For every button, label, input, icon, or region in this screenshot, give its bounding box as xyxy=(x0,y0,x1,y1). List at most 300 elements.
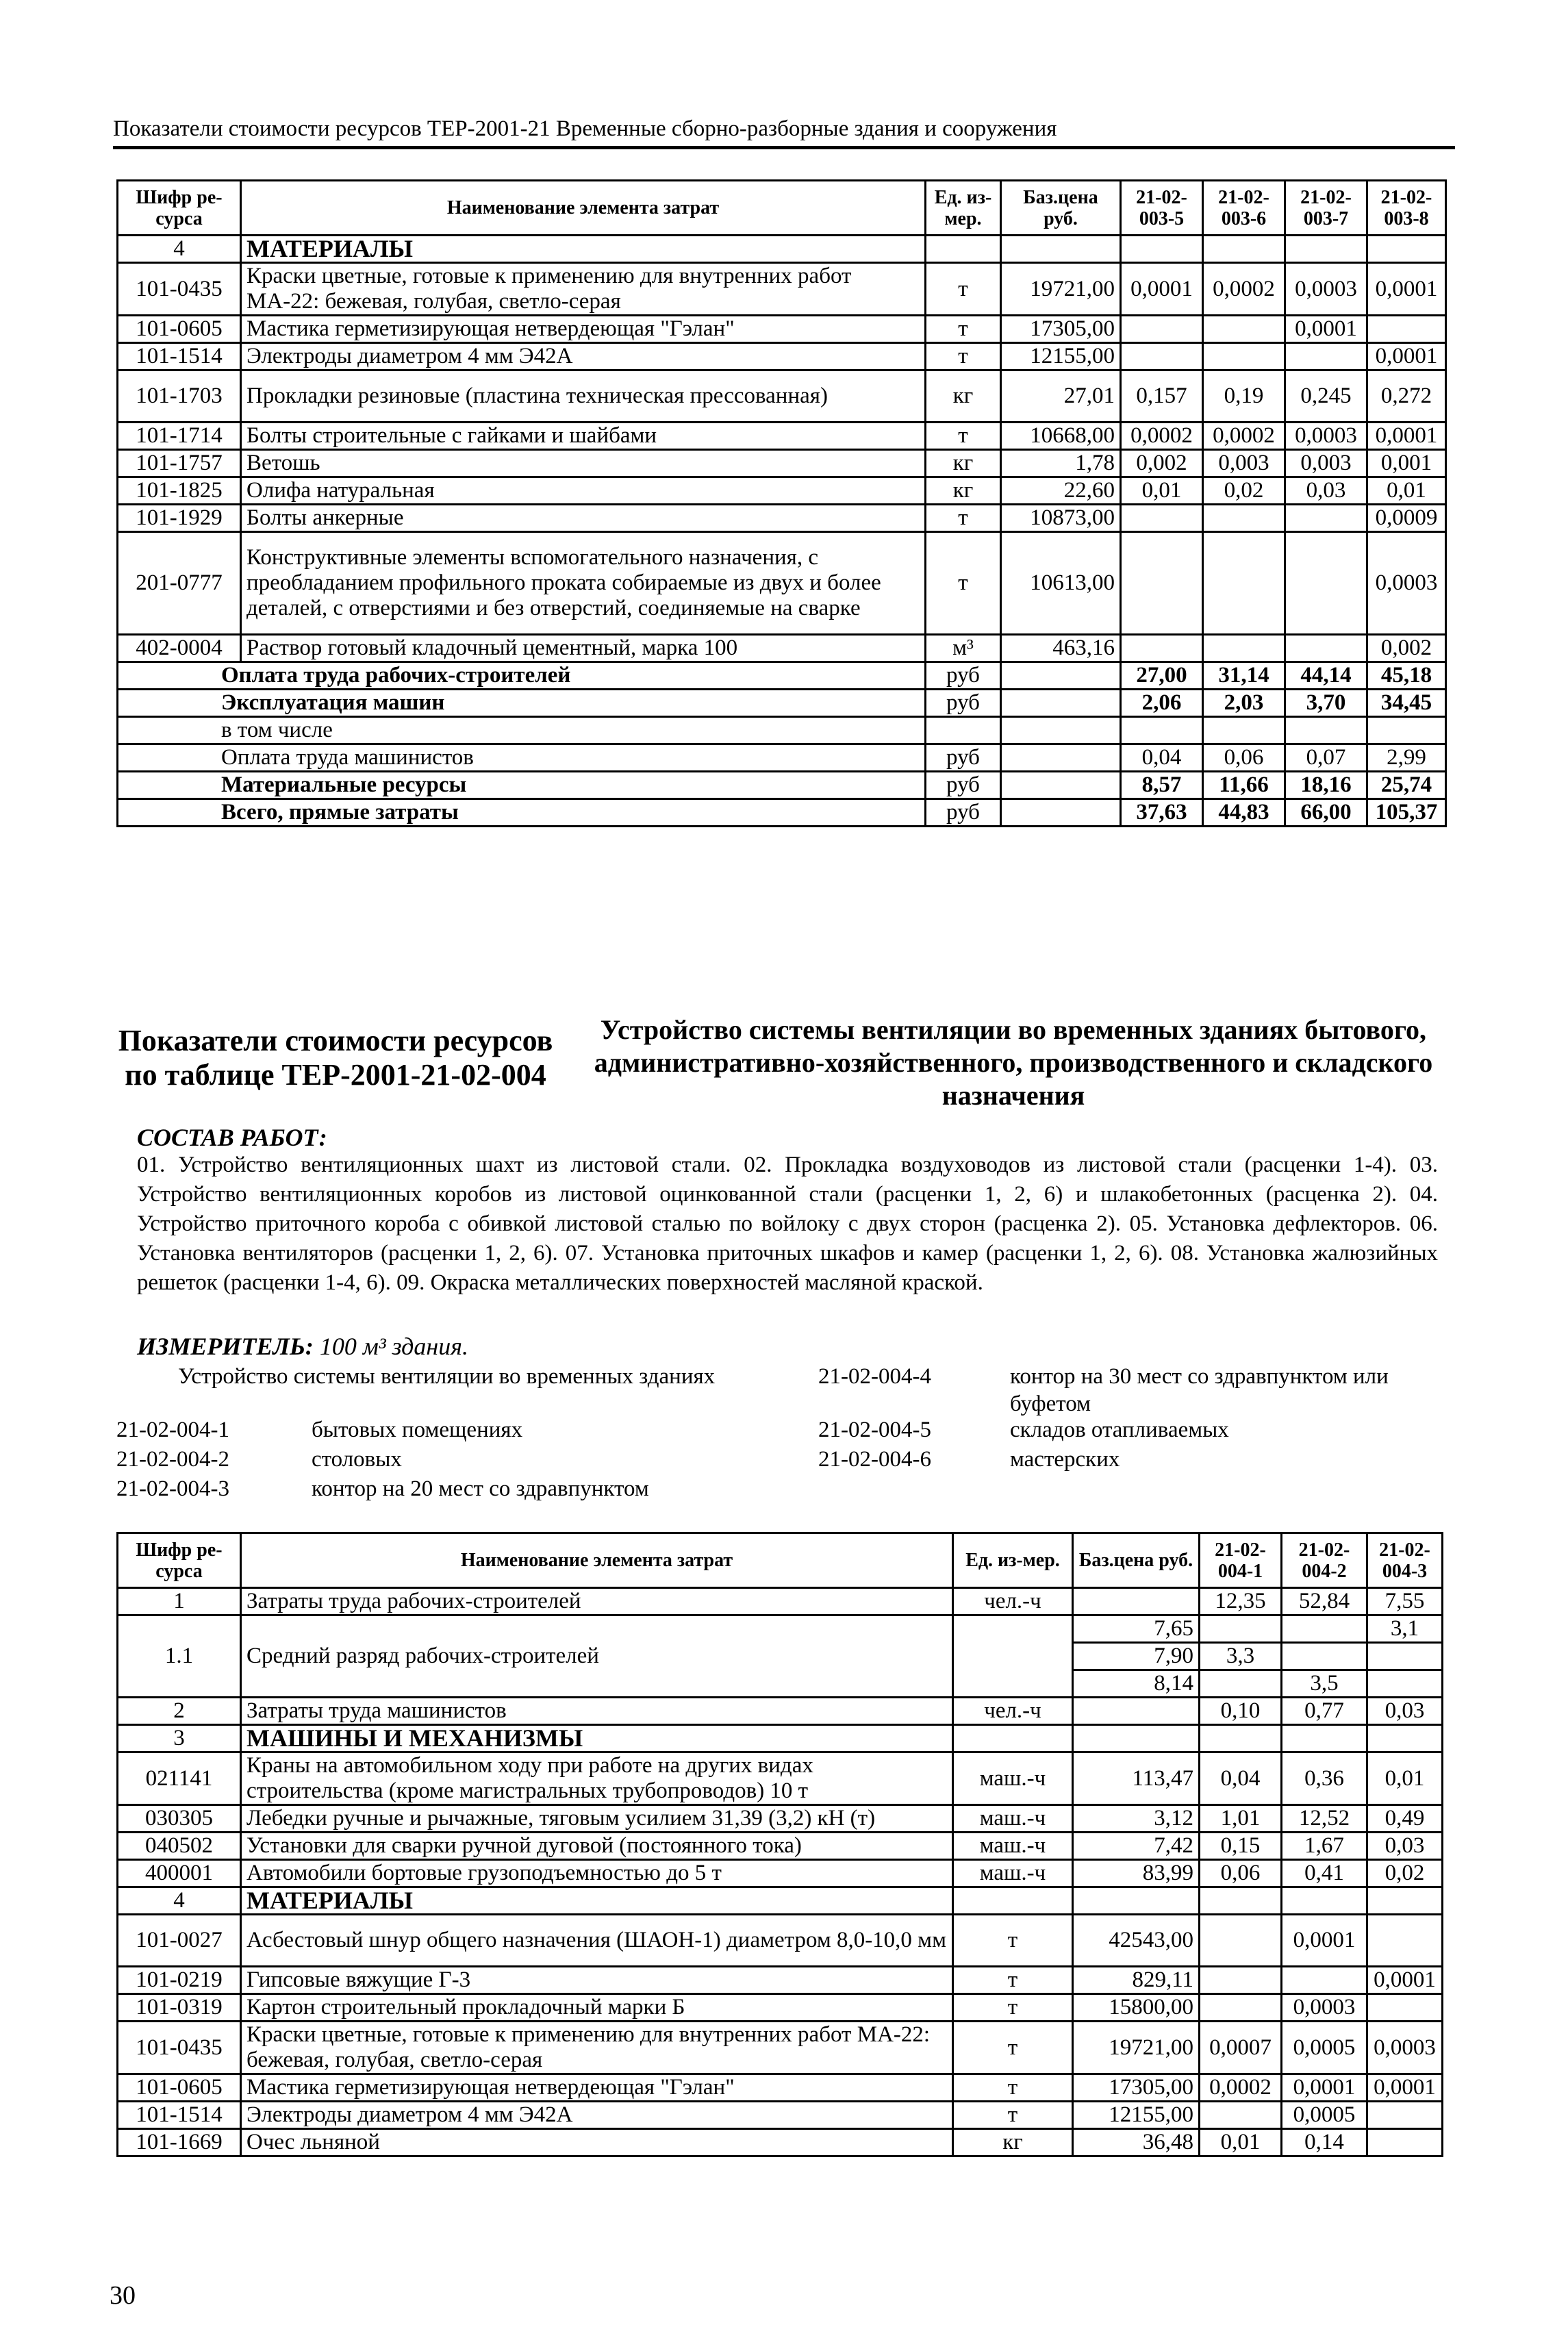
table-row xyxy=(118,423,1446,450)
cell-value: 0,77 xyxy=(1282,1698,1367,1725)
cell-value xyxy=(1367,1643,1443,1670)
cell-value: 0,49 xyxy=(1367,1805,1443,1833)
cell-value: 0,003 xyxy=(1203,450,1285,477)
cell-value xyxy=(1203,236,1285,263)
cell-value xyxy=(1203,505,1285,532)
cell-value: 12,52 xyxy=(1282,1805,1367,1833)
cell-value: 0,001 xyxy=(1367,450,1446,477)
cell-value: 27,01 xyxy=(1001,370,1121,423)
total-value: 44,14 xyxy=(1285,662,1367,690)
cell-value xyxy=(1282,1967,1367,1994)
cell-value: 0,01 xyxy=(1367,477,1446,505)
cell-value: 8,14 xyxy=(1073,1670,1200,1698)
cell-value: 7,55 xyxy=(1367,1588,1443,1615)
resource-name: Конструктивные элементы вспомогательного назначения, с преобладанием профильного проката собираемые из двух и более деталей, с отверстиями и без отверстий, соединяемые на сварке xyxy=(241,532,926,635)
cell-value: 12,35 xyxy=(1200,1588,1282,1615)
cell-value: 3,3 xyxy=(1200,1643,1282,1670)
section-title-right: Устройство системы вентиляции во временных зданиях бытового, административно-хозяйственного, производственного и складского назначения xyxy=(594,1014,1433,1111)
table-row xyxy=(118,316,1446,343)
cell-value: 17305,00 xyxy=(1073,2074,1200,2102)
table-row xyxy=(118,1994,1443,2022)
cell-value xyxy=(1285,532,1367,635)
cell-value: маш.-ч xyxy=(953,1860,1073,1887)
cell-value: 0,10 xyxy=(1200,1698,1282,1725)
table-row xyxy=(118,2102,1443,2129)
resource-name: Затраты труда рабочих-строителей xyxy=(241,1588,953,1615)
code-desc: складов отапливаемых xyxy=(1010,1418,1229,1442)
resource-name: Краски цветные, готовые к применению для внутренних работ МА-22: бежевая, голубая, светло-серая xyxy=(241,263,926,316)
total-value: 3,70 xyxy=(1285,690,1367,717)
table-row xyxy=(118,1915,1443,1967)
resource-name: Краны на автомобильном ходу при работе на других видах строительства (кроме магистральных трубопроводов) 10 т xyxy=(241,1752,953,1805)
table-row xyxy=(118,2129,1443,2156)
total-value: 45,18 xyxy=(1367,662,1446,690)
cell-value: 0,0002 xyxy=(1203,263,1285,316)
resource-code: 101-1514 xyxy=(118,2102,241,2129)
cell-value: 0,0001 xyxy=(1367,263,1446,316)
cell-value: 3,12 xyxy=(1073,1805,1200,1833)
cell-value xyxy=(953,1725,1073,1752)
resource-name: Мастика герметизирующая нетвердеющая "Гэлан" xyxy=(241,316,926,343)
sostav-text: 01. Устройство вентиляционных шахт из листовой стали. 02. Прокладка воздуховодов из листовой стали (расценки 1-4). 03. Устройство вентиляционных коробов из листовой оцинкованной стали (расценки 1, 2, 6) и шлакобетонных (расценка 2). 04. Устройство приточного короба с обивкой листовой сталью по войлоку с двух сторон (расценка 2). 05. Установка дефлекторов. 06. Установка вентиляторов (расценки 1, 2, 6). 07. Установка приточных шкафов и камер (расценки 1, 2, 6). 08. Установка жалюзийных решеток (расценки 1-4, 6). 09. Окраска металлических поверхностей масляной краской. xyxy=(137,1153,1438,1295)
cell-value xyxy=(1121,343,1203,370)
empty-cell xyxy=(1001,662,1121,690)
empty-cell xyxy=(1001,799,1121,827)
cell-value: 7,90 xyxy=(1073,1643,1200,1670)
cell-value: 0,272 xyxy=(1367,370,1446,423)
cell-value xyxy=(1203,343,1285,370)
cell-value: 0,03 xyxy=(1367,1833,1443,1860)
cell-value: т xyxy=(953,2074,1073,2102)
resource-name: Очес льняной xyxy=(241,2129,953,2156)
table-row xyxy=(118,1752,1443,1805)
cell-value xyxy=(1200,1670,1282,1698)
code-desc: столовых xyxy=(312,1447,402,1472)
code: 21-02-004-1 xyxy=(116,1418,229,1442)
cell-value: 0,0003 xyxy=(1282,1994,1367,2022)
resource-name: Автомобили бортовые грузоподъемностью до 5 т xyxy=(241,1860,953,1887)
cell-value xyxy=(1203,532,1285,635)
cell-value xyxy=(1121,316,1203,343)
table-row xyxy=(118,1698,1443,1725)
cell-value xyxy=(1121,635,1203,662)
cell-value: 19721,00 xyxy=(1001,263,1121,316)
total-value: 0,04 xyxy=(1121,744,1203,772)
total-unit: руб xyxy=(926,772,1001,799)
cell-value xyxy=(1367,1670,1443,1698)
total-value: 0,06 xyxy=(1203,744,1285,772)
cell-value xyxy=(1121,532,1203,635)
cell-value: 0,0005 xyxy=(1282,2102,1367,2129)
cell-value: 0,0002 xyxy=(1121,423,1203,450)
table-row xyxy=(118,370,1446,423)
col-header-unit: Ед. из-мер. xyxy=(926,181,1001,236)
page-header: Показатели стоимости ресурсов ТЕР-2001-21 Временные сборно-разборные здания и сооружения xyxy=(113,116,1057,141)
table-row xyxy=(118,477,1446,505)
table-row xyxy=(118,2022,1443,2074)
cell-value xyxy=(1073,1698,1200,1725)
cell-value: 1,78 xyxy=(1001,450,1121,477)
cell-value: кг xyxy=(926,370,1001,423)
cell-value: 7,42 xyxy=(1073,1833,1200,1860)
cell-value: 0,14 xyxy=(1282,2129,1367,2156)
cell-value: 1,67 xyxy=(1282,1833,1367,1860)
resource-code: 030305 xyxy=(118,1805,241,1833)
cell-value: т xyxy=(953,2102,1073,2129)
cell-value xyxy=(1121,505,1203,532)
col-header-rate: 21-02-003-5 xyxy=(1121,181,1203,236)
total-row xyxy=(118,717,1446,744)
cell-value: 0,0001 xyxy=(1121,263,1203,316)
cell-value: 0,15 xyxy=(1200,1833,1282,1860)
cell-value: 12155,00 xyxy=(1073,2102,1200,2129)
table-row xyxy=(118,450,1446,477)
resource-name: Асбестовый шнур общего назначения (ШАОН-1) диаметром 8,0-10,0 мм xyxy=(241,1915,953,1967)
cell-value: 0,19 xyxy=(1203,370,1285,423)
izmeritel-label: ИЗМЕРИТЕЛЬ: xyxy=(137,1333,314,1360)
resource-name: Электроды диаметром 4 мм Э42А xyxy=(241,343,926,370)
cell-value xyxy=(1203,635,1285,662)
cell-value: 10613,00 xyxy=(1001,532,1121,635)
table-row xyxy=(118,505,1446,532)
resource-table-003 xyxy=(116,179,1447,827)
total-value: 66,00 xyxy=(1285,799,1367,827)
cell-value: 52,84 xyxy=(1282,1588,1367,1615)
cell-value xyxy=(1367,1994,1443,2022)
cell-value: 0,03 xyxy=(1367,1698,1443,1725)
total-value: 34,45 xyxy=(1367,690,1446,717)
cell-value: т xyxy=(926,343,1001,370)
cell-value xyxy=(1200,1967,1282,1994)
total-value xyxy=(1285,717,1367,744)
cell-value: 1,01 xyxy=(1200,1805,1282,1833)
resource-name: Затраты труда машинистов xyxy=(241,1698,953,1725)
resource-code: 4 xyxy=(118,1887,241,1915)
resource-code: 2 xyxy=(118,1698,241,1725)
cell-value: 22,60 xyxy=(1001,477,1121,505)
cell-value: т xyxy=(953,1967,1073,1994)
table-row xyxy=(118,236,1446,263)
cell-value xyxy=(926,236,1001,263)
cell-value: 0,0001 xyxy=(1282,1915,1367,1967)
resource-code: 400001 xyxy=(118,1860,241,1887)
table-row xyxy=(118,1805,1443,1833)
table-row xyxy=(118,1860,1443,1887)
section-title-left: Показатели стоимости ресурсов по таблице ТЕР-2001-21-02-004 xyxy=(118,1024,553,1092)
cell-value: 0,02 xyxy=(1367,1860,1443,1887)
cell-value: маш.-ч xyxy=(953,1752,1073,1805)
total-value: 31,14 xyxy=(1203,662,1285,690)
cell-value xyxy=(1121,236,1203,263)
resource-code: 101-1514 xyxy=(118,343,241,370)
cell-value: 0,245 xyxy=(1285,370,1367,423)
resource-name: Картон строительный прокладочный марки Б xyxy=(241,1994,953,2022)
resource-name: Краски цветные, готовые к применению для внутренних работ МА-22: бежевая, голубая, светло-серая xyxy=(241,2022,953,2074)
cell-value: 0,0002 xyxy=(1200,2074,1282,2102)
col-header-price: Баз.цена руб. xyxy=(1001,181,1121,236)
cell-value: 0,0005 xyxy=(1282,2022,1367,2074)
total-value: 18,16 xyxy=(1285,772,1367,799)
total-label: Материальные ресурсы xyxy=(118,772,926,799)
total-label: Оплата труда рабочих-строителей xyxy=(118,662,926,690)
total-value: 44,83 xyxy=(1203,799,1285,827)
cell-value: 0,0002 xyxy=(1203,423,1285,450)
resource-code: 101-0605 xyxy=(118,2074,241,2102)
cell-value: 10668,00 xyxy=(1001,423,1121,450)
resource-code: 040502 xyxy=(118,1833,241,1860)
cell-value: 0,04 xyxy=(1200,1752,1282,1805)
total-label: Всего, прямые затраты xyxy=(118,799,926,827)
total-unit: руб xyxy=(926,744,1001,772)
cell-value: 3,5 xyxy=(1282,1670,1367,1698)
cell-value xyxy=(1282,1887,1367,1915)
cell-value xyxy=(1367,1887,1443,1915)
cell-value: т xyxy=(926,505,1001,532)
col-header-name: Наименование элемента затрат xyxy=(241,181,926,236)
table-row xyxy=(118,635,1446,662)
razryad-row xyxy=(118,1615,1443,1643)
cell-value: 0,002 xyxy=(1367,635,1446,662)
total-value: 0,07 xyxy=(1285,744,1367,772)
empty-cell xyxy=(1001,772,1121,799)
cell-value: 36,48 xyxy=(1073,2129,1200,2156)
cell-value: 463,16 xyxy=(1001,635,1121,662)
cell-value: 0,0001 xyxy=(1367,1967,1443,1994)
resource-name: Установки для сварки ручной дуговой (постоянного тока) xyxy=(241,1833,953,1860)
total-value xyxy=(1203,717,1285,744)
cell-value xyxy=(1367,316,1446,343)
resource-code: 101-0435 xyxy=(118,2022,241,2074)
col-header-code: Шифр ре-сурса xyxy=(118,181,241,236)
cell-value: 0,36 xyxy=(1282,1752,1367,1805)
cell-value: маш.-ч xyxy=(953,1833,1073,1860)
cell-value: м³ xyxy=(926,635,1001,662)
cell-value xyxy=(1073,1588,1200,1615)
cell-value xyxy=(1282,1725,1367,1752)
code: 21-02-004-6 xyxy=(818,1447,931,1472)
resource-code: 101-1703 xyxy=(118,370,241,423)
resource-code: 101-0435 xyxy=(118,263,241,316)
empty-cell xyxy=(1001,744,1121,772)
resource-name: Мастика герметизирующая нетвердеющая "Гэлан" xyxy=(241,2074,953,2102)
cell-value: 0,02 xyxy=(1203,477,1285,505)
cell-value: 0,0003 xyxy=(1285,423,1367,450)
table-row xyxy=(118,1967,1443,1994)
cell-value xyxy=(1200,1725,1282,1752)
cell-value: 10873,00 xyxy=(1001,505,1121,532)
empty-cell xyxy=(953,1615,1073,1698)
cell-value: маш.-ч xyxy=(953,1805,1073,1833)
resource-code: 101-0605 xyxy=(118,316,241,343)
cell-value: т xyxy=(926,532,1001,635)
resource-name: МАТЕРИАЛЫ xyxy=(241,1887,953,1915)
cell-value xyxy=(1203,316,1285,343)
cell-value xyxy=(1367,1915,1443,1967)
total-value: 27,00 xyxy=(1121,662,1203,690)
cell-value: 829,11 xyxy=(1073,1967,1200,1994)
table-row xyxy=(118,2074,1443,2102)
cell-value: 0,0001 xyxy=(1367,343,1446,370)
total-value xyxy=(1121,717,1203,744)
total-label: Эксплуатация машин xyxy=(118,690,926,717)
izmeritel-value: 100 м³ здания. xyxy=(319,1333,468,1360)
resource-name: Олифа натуральная xyxy=(241,477,926,505)
table-row xyxy=(118,532,1446,635)
izmeritel xyxy=(137,1332,468,1361)
cell-value: 0,0001 xyxy=(1285,316,1367,343)
total-value: 105,37 xyxy=(1367,799,1446,827)
total-row xyxy=(118,662,1446,690)
empty-cell xyxy=(1001,717,1121,744)
total-unit: руб xyxy=(926,690,1001,717)
cell-value: 0,0003 xyxy=(1367,532,1446,635)
cell-value: 0,157 xyxy=(1121,370,1203,423)
cell-value: т xyxy=(953,2022,1073,2074)
resource-code: 101-0319 xyxy=(118,1994,241,2022)
col-header-price: Баз.цена руб. xyxy=(1073,1533,1200,1588)
cell-value xyxy=(1200,2102,1282,2129)
cell-value xyxy=(1367,2102,1443,2129)
cell-value: 113,47 xyxy=(1073,1752,1200,1805)
total-row xyxy=(118,772,1446,799)
resource-name: МАШИНЫ И МЕХАНИЗМЫ xyxy=(241,1725,953,1752)
total-label: Оплата труда машинистов xyxy=(118,744,926,772)
resource-code: 021141 xyxy=(118,1752,241,1805)
cell-value: 3,1 xyxy=(1367,1615,1443,1643)
resource-code: 3 xyxy=(118,1725,241,1752)
cell-value: 17305,00 xyxy=(1001,316,1121,343)
total-row xyxy=(118,690,1446,717)
code: 21-02-004-3 xyxy=(116,1476,229,1501)
total-unit: руб xyxy=(926,799,1001,827)
cell-value: т xyxy=(926,263,1001,316)
resource-name: Гипсовые вяжущие Г-3 xyxy=(241,1967,953,1994)
cell-value: 0,0001 xyxy=(1367,423,1446,450)
cell-value: кг xyxy=(926,477,1001,505)
cell-value: 0,0001 xyxy=(1367,2074,1443,2102)
table-row xyxy=(118,263,1446,316)
resource-code: 4 xyxy=(118,236,241,263)
cell-value: 83,99 xyxy=(1073,1860,1200,1887)
cell-value: 0,03 xyxy=(1285,477,1367,505)
col-header-rate: 21-02-003-7 xyxy=(1285,181,1367,236)
cell-value xyxy=(953,1887,1073,1915)
total-value: 11,66 xyxy=(1203,772,1285,799)
resource-code: 101-0027 xyxy=(118,1915,241,1967)
col-header-name: Наименование элемента затрат xyxy=(241,1533,953,1588)
cell-value: 0,01 xyxy=(1367,1752,1443,1805)
table-row xyxy=(118,1887,1443,1915)
total-row xyxy=(118,744,1446,772)
cell-value: чел.-ч xyxy=(953,1588,1073,1615)
resource-code: 402-0004 xyxy=(118,635,241,662)
cell-value: т xyxy=(926,423,1001,450)
code-desc: контор на 30 мест со здравпунктом или буфетом xyxy=(1010,1364,1389,1416)
cell-value xyxy=(1200,1615,1282,1643)
resource-name: Раствор готовый кладочный цементный, марка 100 xyxy=(241,635,926,662)
cell-value: 15800,00 xyxy=(1073,1994,1200,2022)
cell-value: 0,0003 xyxy=(1367,2022,1443,2074)
empty-cell xyxy=(1001,690,1121,717)
resource-name: Лебедки ручные и рычажные, тяговым усилием 31,39 (3,2) кН (т) xyxy=(241,1805,953,1833)
cell-value: 0,003 xyxy=(1285,450,1367,477)
cell-value: чел.-ч xyxy=(953,1698,1073,1725)
resource-name: Ветошь xyxy=(241,450,926,477)
resource-name: МАТЕРИАЛЫ xyxy=(241,236,926,263)
cell-value xyxy=(1367,236,1446,263)
total-value: 2,06 xyxy=(1121,690,1203,717)
table-row xyxy=(118,343,1446,370)
col-header-rate: 21-02-004-1 xyxy=(1200,1533,1282,1588)
total-label: в том числе xyxy=(118,717,926,744)
resource-code: 201-0777 xyxy=(118,532,241,635)
header-rule xyxy=(113,146,1455,149)
total-value: 25,74 xyxy=(1367,772,1446,799)
total-unit: руб xyxy=(926,662,1001,690)
resource-name: Прокладки резиновые (пластина техническая прессованная) xyxy=(241,370,926,423)
cell-value: кг xyxy=(953,2129,1073,2156)
resource-name: Средний разряд рабочих-строителей xyxy=(241,1615,953,1698)
cell-value: т xyxy=(953,1915,1073,1967)
code-intro: Устройство системы вентиляции во временных зданиях xyxy=(178,1364,716,1389)
cell-value xyxy=(1200,1915,1282,1967)
code-desc: бытовых помещениях xyxy=(312,1418,523,1442)
cell-value: т xyxy=(953,1994,1073,2022)
cell-value: 0,002 xyxy=(1121,450,1203,477)
table-row xyxy=(118,1833,1443,1860)
cell-value xyxy=(1285,236,1367,263)
code-desc: контор на 20 мест со здравпунктом xyxy=(312,1476,649,1501)
resource-code: 1.1 xyxy=(118,1615,241,1698)
cell-value: 0,0007 xyxy=(1200,2022,1282,2074)
resource-code: 101-1669 xyxy=(118,2129,241,2156)
resource-name: Болты анкерные xyxy=(241,505,926,532)
resource-code: 101-0219 xyxy=(118,1967,241,1994)
table-row xyxy=(118,1725,1443,1752)
col-header-rate: 21-02-003-6 xyxy=(1203,181,1285,236)
cell-value: 0,06 xyxy=(1200,1860,1282,1887)
resource-code: 101-1714 xyxy=(118,423,241,450)
page-number: 30 xyxy=(110,2281,136,2310)
cell-value: 0,0003 xyxy=(1285,263,1367,316)
cell-value xyxy=(1285,635,1367,662)
cell-value: 0,0001 xyxy=(1282,2074,1367,2102)
code: 21-02-004-5 xyxy=(818,1418,931,1442)
cell-value: 0,0009 xyxy=(1367,505,1446,532)
cell-value: 19721,00 xyxy=(1073,2022,1200,2074)
cell-value: 0,01 xyxy=(1200,2129,1282,2156)
resource-name: Болты строительные с гайками и шайбами xyxy=(241,423,926,450)
table-row xyxy=(118,1588,1443,1615)
col-header-unit: Ед. из-мер. xyxy=(953,1533,1073,1588)
cell-value: 42543,00 xyxy=(1073,1915,1200,1967)
resource-code: 1 xyxy=(118,1588,241,1615)
code: 21-02-004-4 xyxy=(818,1364,931,1389)
col-header-code: Шифр ре-сурса xyxy=(118,1533,241,1588)
cell-value: 0,41 xyxy=(1282,1860,1367,1887)
total-value: 2,03 xyxy=(1203,690,1285,717)
resource-table-004 xyxy=(116,1532,1443,2157)
col-header-rate: 21-02-003-8 xyxy=(1367,181,1446,236)
cell-value xyxy=(1282,1643,1367,1670)
cell-value xyxy=(1367,2129,1443,2156)
cell-value: кг xyxy=(926,450,1001,477)
resource-code: 101-1757 xyxy=(118,450,241,477)
code-desc: мастерских xyxy=(1010,1447,1120,1472)
cell-value: т xyxy=(926,316,1001,343)
resource-name: Электроды диаметром 4 мм Э42А xyxy=(241,2102,953,2129)
total-value: 2,99 xyxy=(1367,744,1446,772)
